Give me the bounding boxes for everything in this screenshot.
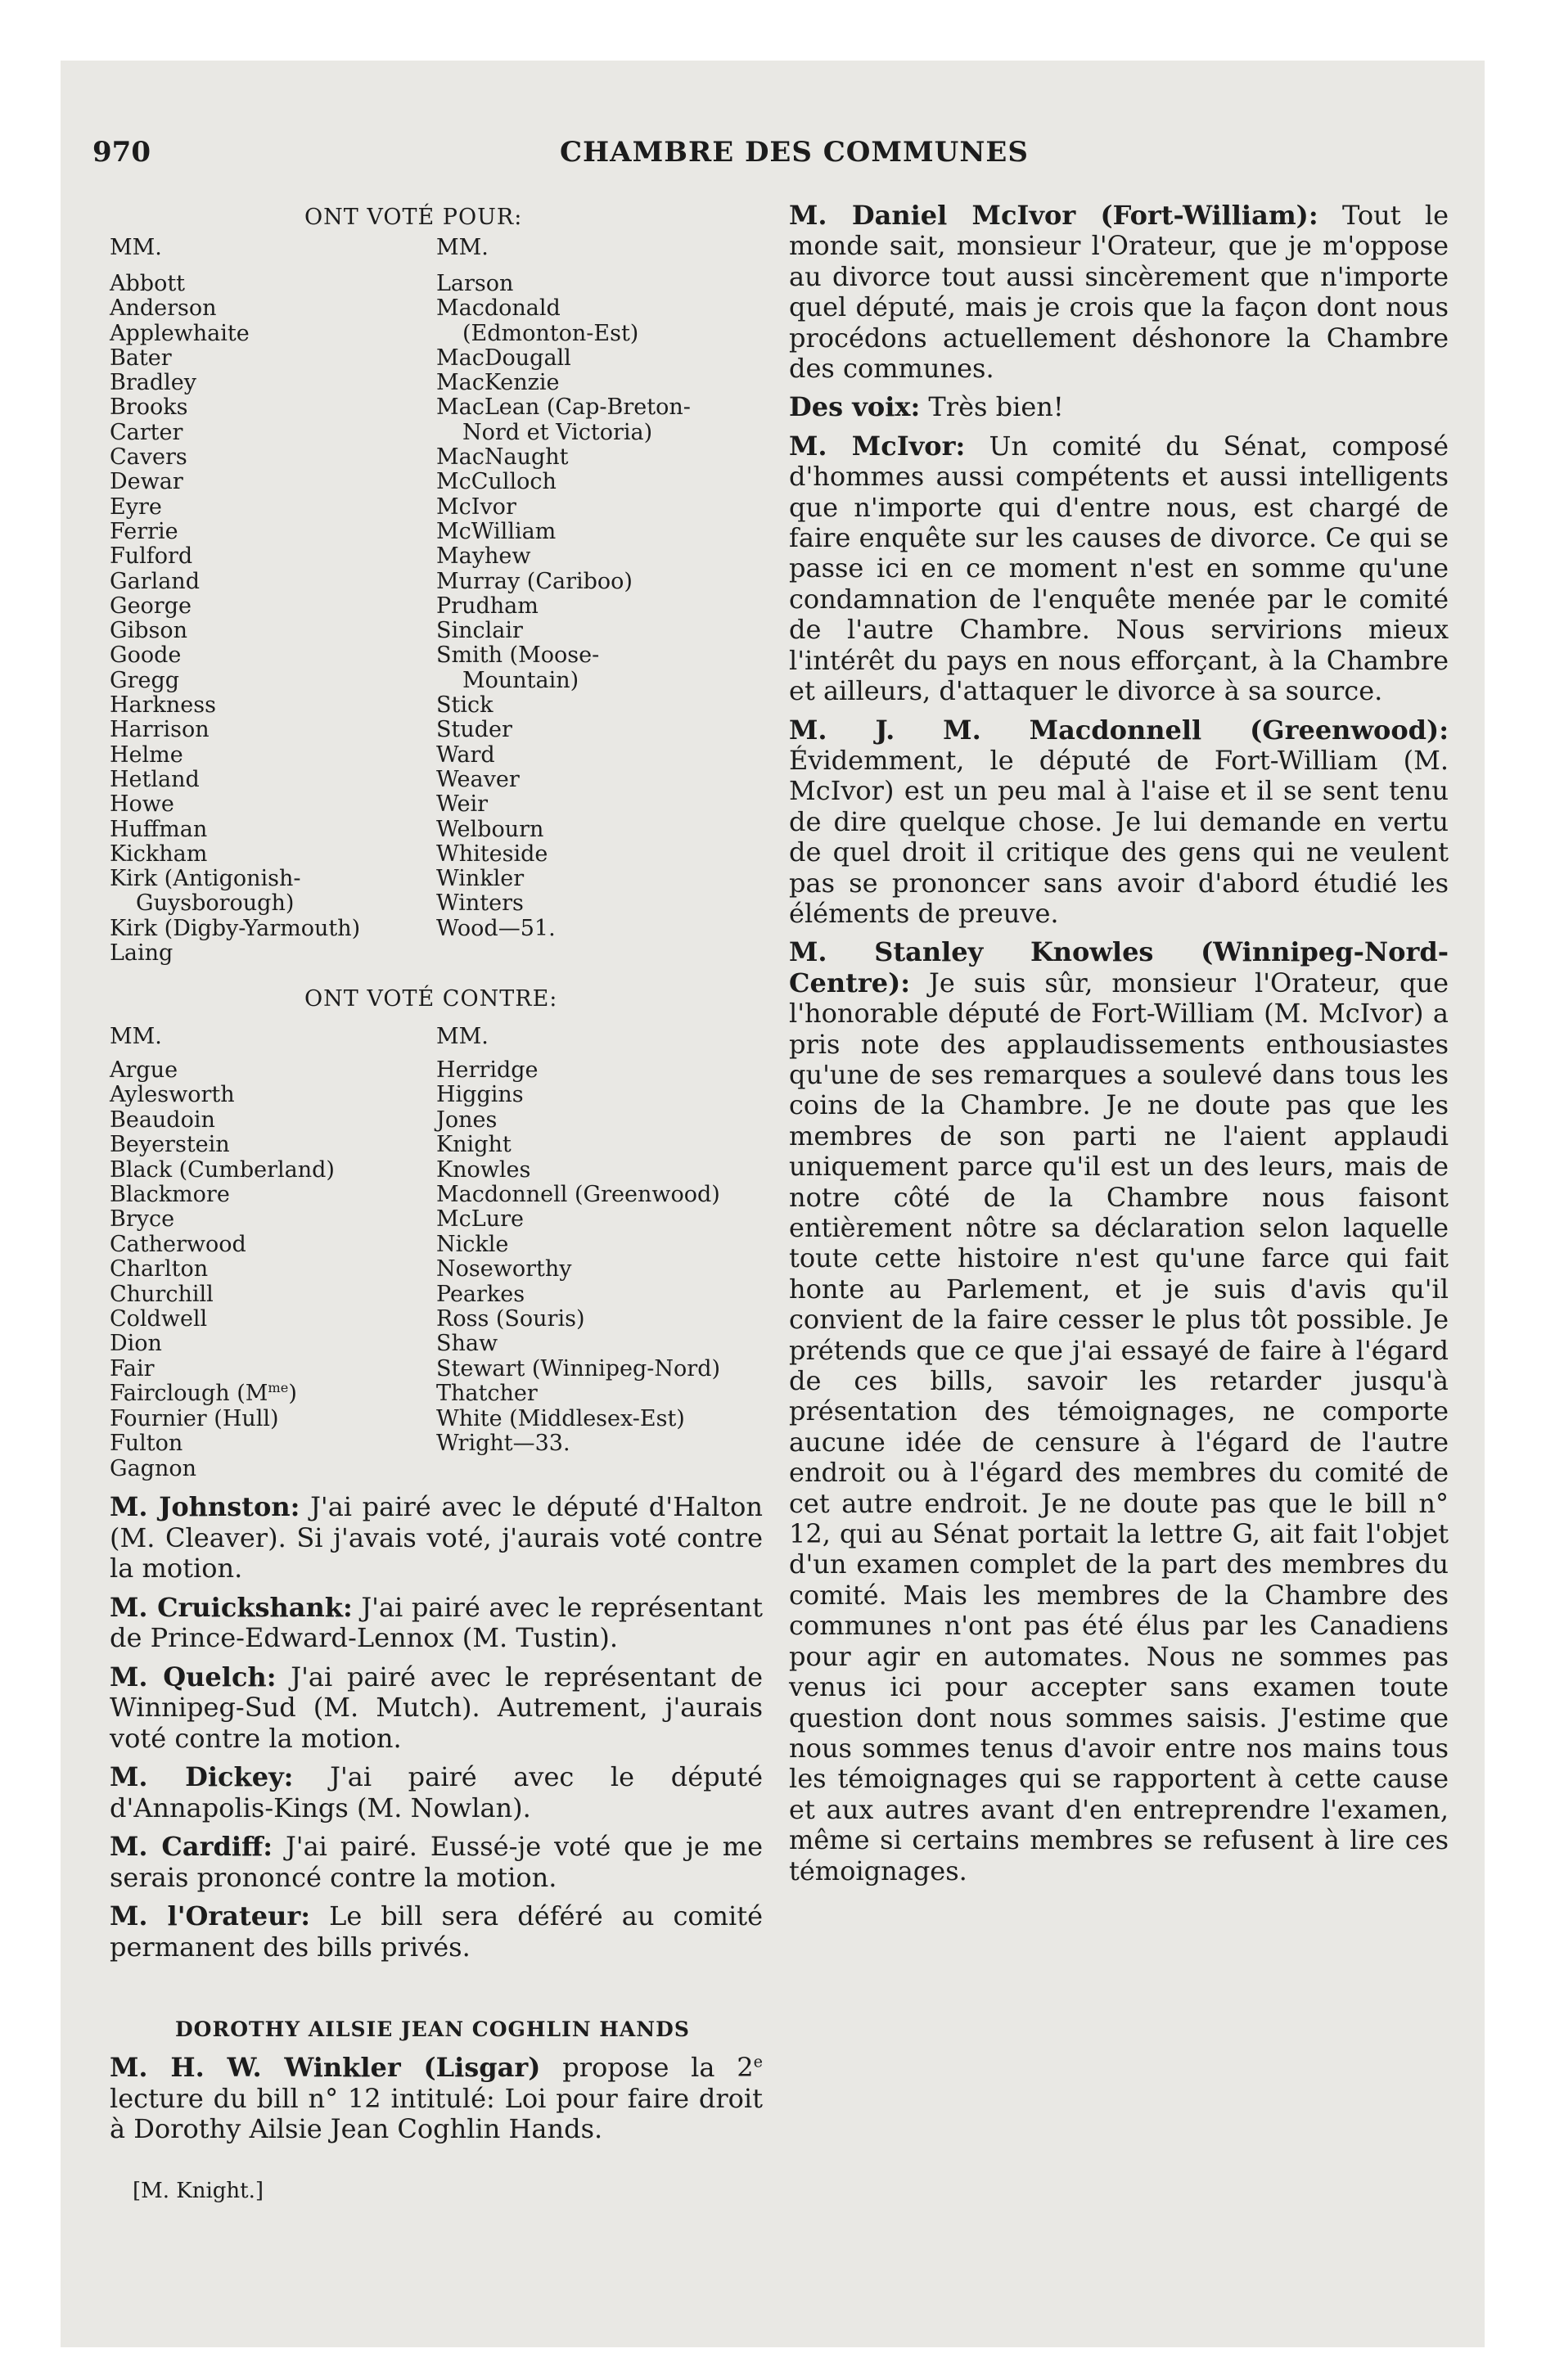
member-name: Studer [436, 717, 512, 743]
member-name: Murray (Cariboo) [436, 568, 633, 594]
speech-text: Très bien! [928, 391, 1064, 423]
member-name: Gagnon [110, 1455, 196, 1481]
member-name: Mayhew [436, 543, 531, 570]
speech-text: J'ai pairé avec le député d'Halton (M. Cleaver). Si j'avais voté, j'aurais voté contre la motion. [110, 1491, 764, 1584]
member-name: Stewart (Winnipeg-Nord) [436, 1355, 721, 1382]
speaker-name: M. Cardiff: [110, 1831, 273, 1862]
speech-text: Tout le monde sait, monsieur l'Orateur, que je m'oppose au divorce tout aussi sincèrement que n'importe quel député, mais je crois que la façon dont nous procédons actuellement déshonore la Chambre des communes. [789, 200, 1449, 385]
member-name: Cavers [110, 444, 187, 471]
member-name: Harkness [110, 692, 216, 719]
member-name: Pearkes [436, 1281, 525, 1307]
member-name: Coldwell [110, 1306, 208, 1332]
speech-paragraph [110, 1492, 763, 1584]
member-name: Ward [436, 741, 495, 768]
member-name: Aylesworth [110, 1082, 235, 1108]
member-name: Huffman [110, 816, 208, 842]
member-name: Gibson [110, 618, 187, 644]
speech-paragraph [789, 937, 1449, 1886]
speech-text: Évidemment, le député de Fort-William (M. McIvor) est un peu mal à l'aise et il se sent tenu de dire quelque chose. Je lui demande en vertu de quel droit il critique des gens qui ne veulent pas se prononcer sans avoir d'abord étudié les éléments de preuve. [789, 744, 1449, 929]
member-name: Winters [436, 890, 524, 917]
member-name: Wright—33. [436, 1431, 570, 1457]
member-name: MacDougall [436, 345, 571, 371]
member-name: Smith (Moose- [436, 642, 600, 669]
speech-paragraph [789, 715, 1449, 930]
member-name: Gregg [110, 667, 180, 693]
member-name: Harrison [110, 717, 210, 743]
member-name: Knowles [436, 1156, 531, 1183]
left-column-text [110, 1492, 763, 1971]
votes-contre-heading: ONT VOTÉ CONTRE: [304, 986, 558, 1012]
member-name: Macdonald [436, 295, 561, 322]
member-name: Hetland [110, 766, 200, 792]
votes-pour-heading: ONT VOTÉ POUR: [304, 205, 523, 230]
speech-paragraph [789, 201, 1449, 384]
member-name: Black (Cumberland) [110, 1156, 335, 1183]
votes-pour-mm-right: MM. [436, 235, 489, 260]
member-name: Jones [436, 1107, 498, 1133]
speaker-name: Des voix: [789, 391, 921, 423]
member-name: George [110, 593, 192, 619]
member-name: Kirk (Digby-Yarmouth) [110, 915, 361, 941]
speech-text: J'ai pairé avec le représentant de Winnipeg-Sud (M. Mutch). Autrement, j'aurais voté contre la motion. [110, 1661, 764, 1754]
member-name: Goode [110, 642, 182, 669]
speaker-name: M. l'Orateur: [110, 1900, 311, 1931]
member-name: Winkler [436, 866, 525, 892]
member-name: MacNaught [436, 444, 569, 471]
votes-contre-mm-left: MM. [110, 1024, 162, 1049]
speech-text: Je suis sûr, monsieur l'Orateur, que l'honorable député de Fort-William (M. McIvor) a pris note des applaudissements enthousiastes qu'une de ses remarques a soulevé dans tous les coins de la Chambre. Je ne doute pas que les membres de son parti ne l'aient applaudi uniquement parce qu'il est un des leurs, mais de notre côté de la Chambre nous faisont entièrement nôtre sa déclaration selon laquelle toute cette histoire n'est qu'une farce qui fait honte au Parlement, et je suis d'avis qu'il convient de la faire cesser le plus tôt possible. Je prétends que ce que j'ai essayé de faire à l'égard de ces bills, savoir les retarder jusqu'à présentation des témoignages, ne comporte aucune idée de censure à l'égard de l'autre endroit ou à l'égard des membres du comité de cet autre endroit. Je ne doute pas que le bill n° 12, qui au Sénat portait la lettre G, ait fait l'objet d'un examen complet de la part des membres du comité. Mais les membres de la Chambre des communes n'ont pas été élus par les Canadiens pour agir en automates. Nous ne sommes pas venus ici pour accepter sans examen toute question dont nous sommes saisis. J'estime que nous sommes tenus d'avoir entre nos mains tous les témoignages qui se rapportent à cette cause et aux autres avant d'en entreprendre l'examen, même si certains membres se refusent à lire ces témoignages. [789, 967, 1449, 1886]
member-name: Kickham [110, 841, 208, 867]
member-name: Abbott [110, 271, 186, 296]
section-heading: DOROTHY AILSIE JEAN COGHLIN HANDS [175, 2017, 690, 2041]
member-name: Nickle [436, 1231, 509, 1257]
votes-pour-right-list [436, 272, 691, 941]
member-name: Fairclough $(M^{me})$ [110, 1380, 297, 1407]
member-name: Fournier (Hull) [110, 1405, 279, 1431]
member-name: McIvor [436, 494, 516, 520]
speech-text: J'ai pairé. Eussé-je voté que je me serais prononcé contre la motion. [110, 1831, 764, 1893]
member-name: MacLean (Cap-Breton- [436, 394, 691, 421]
votes-pour-mm-left: MM. [110, 235, 162, 260]
member-name: Kirk (Antigonish- [110, 866, 301, 892]
member-name: Mountain) [462, 667, 579, 693]
member-name: Eyre [110, 494, 162, 520]
member-name: Wood—51. [436, 915, 556, 941]
speech-text: J'ai pairé avec le représentant de Prince-Edward-Lennox (M. Tustin). [110, 1591, 764, 1653]
member-name: Beyerstein [110, 1132, 230, 1158]
member-name: Guysborough) [136, 890, 295, 917]
speech-paragraph [789, 392, 1449, 422]
speaker-name: M. McIvor: [789, 430, 966, 462]
member-name: McWilliam [436, 518, 557, 544]
member-name: Larson [436, 271, 514, 296]
member-name: MacKenzie [436, 370, 560, 396]
speech-text: J'ai pairé avec le député d'Annapolis-Kings (M. Nowlan). [110, 1761, 764, 1823]
speaker-name: M. J. M. Macdonnell (Greenwood): [789, 714, 1449, 746]
speech-text: Le bill sera déféré au comité permanent des bills privés. [110, 1900, 764, 1963]
speaker-name: M. Stanley Knowles (Winnipeg-Nord-Centre): [789, 936, 1449, 998]
member-name: Charlton [110, 1256, 209, 1282]
member-name: Bater [110, 345, 172, 371]
speech-paragraph [110, 1662, 763, 1755]
member-name: Knight [436, 1132, 512, 1158]
speech-paragraph [110, 1832, 763, 1893]
member-name: Dion [110, 1331, 162, 1357]
member-name: Ferrie [110, 518, 178, 544]
member-name: Nord et Victoria) [462, 419, 653, 445]
member-name: Ross (Souris) [436, 1306, 585, 1332]
member-name: Shaw [436, 1331, 498, 1357]
member-name: Herridge [436, 1057, 539, 1083]
speech-paragraph [110, 1901, 763, 1963]
winkler-speaker: M. H. W. Winkler (Lisgar) [110, 2052, 541, 2083]
member-name: Churchill [110, 1281, 214, 1307]
running-title: CHAMBRE DES COMMUNES [560, 136, 1029, 169]
winkler-paragraph [110, 2053, 763, 2153]
votes-pour-left-list [110, 272, 360, 966]
member-name: (Edmonton-Est) [462, 320, 639, 346]
speaker-name: M. Quelch: [110, 1661, 277, 1693]
member-name: Weir [436, 791, 489, 818]
speaker-name: M. Daniel McIvor (Fort-William): [789, 200, 1318, 231]
member-name: Brooks [110, 394, 188, 421]
votes-contre-mm-right: MM. [436, 1024, 489, 1049]
member-name: McLure [436, 1206, 524, 1233]
speech-paragraph [789, 431, 1449, 707]
member-name: Dewar [110, 469, 183, 495]
member-name: Garland [110, 568, 200, 594]
member-name: Applewhaite [110, 320, 250, 346]
page-number: 970 [92, 136, 151, 169]
member-name: Beaudoin [110, 1107, 215, 1133]
member-name: Weaver [436, 766, 520, 792]
votes-contre-right-list [436, 1058, 720, 1457]
speaker-name: M. Cruickshank: [110, 1591, 353, 1623]
member-name: Whiteside [436, 841, 548, 867]
member-name: Sinclair [436, 618, 523, 644]
member-name: Laing [110, 940, 174, 967]
member-name: Macdonnell (Greenwood) [436, 1182, 720, 1208]
member-name: McCulloch [436, 469, 557, 495]
member-name: Howe [110, 791, 174, 818]
member-name: Carter [110, 419, 183, 445]
member-name: Bradley [110, 370, 196, 396]
member-name: Stick [436, 692, 494, 719]
member-name: White (Middlesex-Est) [436, 1405, 685, 1431]
member-name: Fulton [110, 1431, 183, 1457]
member-name: Blackmore [110, 1182, 230, 1208]
winkler-text: propose la 2e lecture du bill n° 12 intitulé: Loi pour faire droit à Dorothy Ailsie Jean Coghlin Hands. [110, 2052, 764, 2144]
speaker-name: M. Dickey: [110, 1761, 294, 1792]
speech-paragraph [110, 1593, 763, 1654]
member-name: Fair [110, 1355, 155, 1382]
speaker-name: M. Johnston: [110, 1491, 300, 1522]
speech-text: Un comité du Sénat, composé d'hommes aussi compétents et aussi intelligents que n'importe qui d'entre nous, est chargé de faire enquête sur les causes de divorce. Ce qui se passe ici en ce moment n'est en somme qu'une condamnation de l'enquête menée par le comité de l'autre Chambre. Nous servirions mieux l'intérêt du pays en nous efforçant, à la Chambre et ailleurs, d'attaquer le divorce à sa source. [789, 430, 1449, 707]
member-name: Anderson [110, 295, 217, 322]
right-column-text [789, 201, 1449, 1895]
member-name: Noseworthy [436, 1256, 572, 1282]
member-name: Higgins [436, 1082, 524, 1108]
speech-paragraph [110, 1762, 763, 1823]
member-name: Fulford [110, 543, 193, 570]
member-name: Helme [110, 741, 183, 768]
member-name: Prudham [436, 593, 539, 619]
member-name: Bryce [110, 1206, 175, 1233]
member-name: Welbourn [436, 816, 544, 842]
footer-note: [M. Knight.] [133, 2179, 264, 2203]
member-name: Thatcher [436, 1381, 538, 1407]
member-name: Catherwood [110, 1231, 246, 1257]
member-name: Argue [110, 1057, 178, 1083]
votes-contre-left-list [110, 1058, 335, 1481]
